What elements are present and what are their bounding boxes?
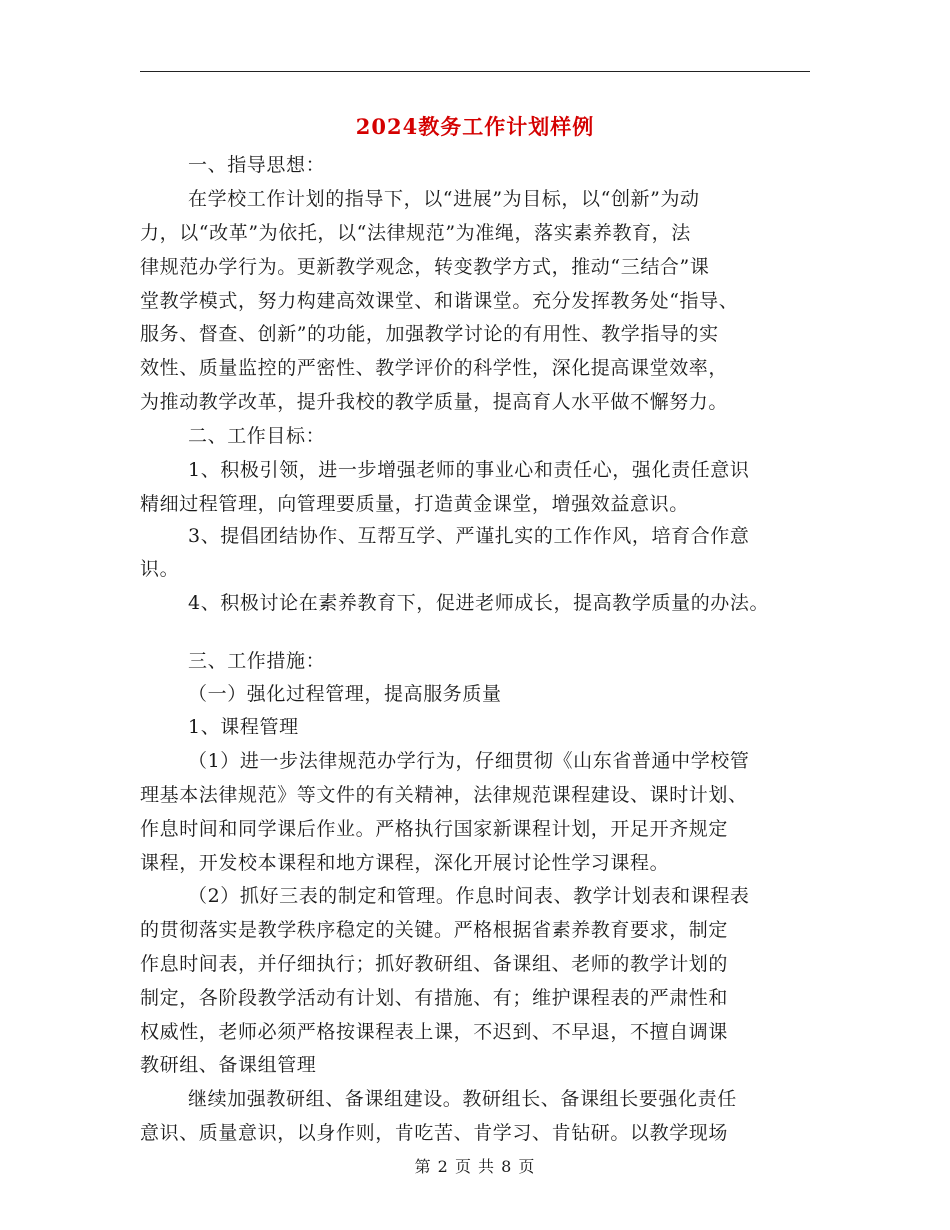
paragraph-line: 精细过程管理，向管理要质量，打造黄金课堂，增强效益意识。 — [140, 493, 689, 515]
item-heading: 1、课程管理 — [188, 716, 299, 738]
paragraph-line: 继续加强教研组、备课组建设。教研组长、备课组长要强化责任 — [188, 1088, 737, 1110]
paragraph-line: 作息时间和同学课后作业。严格执行国家新课程计划，开足开齐规定 — [140, 818, 729, 840]
paragraph-line: 理基本法律规范》等文件的有关精神，法律规范课程建设、课时计划、 — [140, 784, 748, 806]
paragraph-line: 堂教学模式，努力构建高效课堂、和谐课堂。充分发挥教务处“指导、 — [140, 290, 739, 312]
paragraph-line: （1）进一步法律规范办学行为，仔细贯彻《山东省普通中学校管 — [188, 750, 750, 772]
paragraph-line: 制定，各阶段教学活动有计划、有措施、有；维护课程表的严肃性和 — [140, 987, 729, 1009]
paragraph-line: 1、积极引领，进一步增强老师的事业心和责任心，强化责任意识 — [188, 459, 750, 481]
paragraph-line: 服务、督查、创新”的功能，加强教学讨论的有用性、教学指导的实 — [140, 323, 719, 345]
document-title: 2024教务工作计划样例 — [355, 114, 595, 139]
paragraph-line: 识。 — [140, 558, 180, 580]
paragraph-line: 作息时间表，并仔细执行；抓好教研组、备课组、老师的教学计划的 — [140, 953, 729, 975]
paragraph-line: 意识、质量意识，以身作则，肯吃苦、肯学习、肯钻研。以教学现场 — [140, 1122, 729, 1144]
item-heading: 教研组、备课组管理 — [140, 1054, 317, 1076]
paragraph-line: 的贯彻落实是教学秩序稳定的关键。严格根据省素养教育要求，制定 — [140, 919, 729, 941]
page-number: 第 2 页 共 8 页 — [414, 1157, 536, 1176]
paragraph-line: 律规范办学行为。更新教学观念，转变教学方式，推动“三结合”课 — [140, 256, 710, 278]
paragraph-line: 4、积极讨论在素养教育下，促进老师成长，提高教学质量的办法。 — [188, 592, 770, 614]
paragraph-line: 效性、质量监控的严密性、教学评价的科学性，深化提高课堂效率， — [140, 357, 729, 379]
paragraph-line: 在学校工作计划的指导下，以“进展”为目标，以“创新”为动 — [188, 188, 700, 210]
header-rule — [140, 71, 810, 72]
paragraph-line: 课程，开发校本课程和地方课程，深化开展讨论性学习课程。 — [140, 852, 670, 874]
section-heading-1: 一、指导思想： — [188, 154, 326, 176]
subsection-heading: （一）强化过程管理，提高服务质量 — [188, 683, 502, 705]
paragraph-line: 力，以“改革”为依托，以“法律规范”为准绳，落实素养教育，法 — [140, 222, 691, 244]
paragraph-line: （2）抓好三表的制定和管理。作息时间表、教学计划表和课程表 — [188, 885, 750, 907]
paragraph-line: 为推动教学改革，提升我校的教学质量，提高育人水平做不懈努力。 — [140, 391, 729, 413]
paragraph-line: 权威性，老师必须严格按课程表上课，不迟到、不早退，不擅自调课 — [140, 1021, 729, 1043]
section-heading-2: 二、工作目标： — [188, 425, 326, 447]
paragraph-line: 3、提倡团结协作、互帮互学、严谨扎实的工作作风，培育合作意 — [188, 525, 750, 547]
section-heading-3: 三、工作措施： — [188, 650, 326, 672]
